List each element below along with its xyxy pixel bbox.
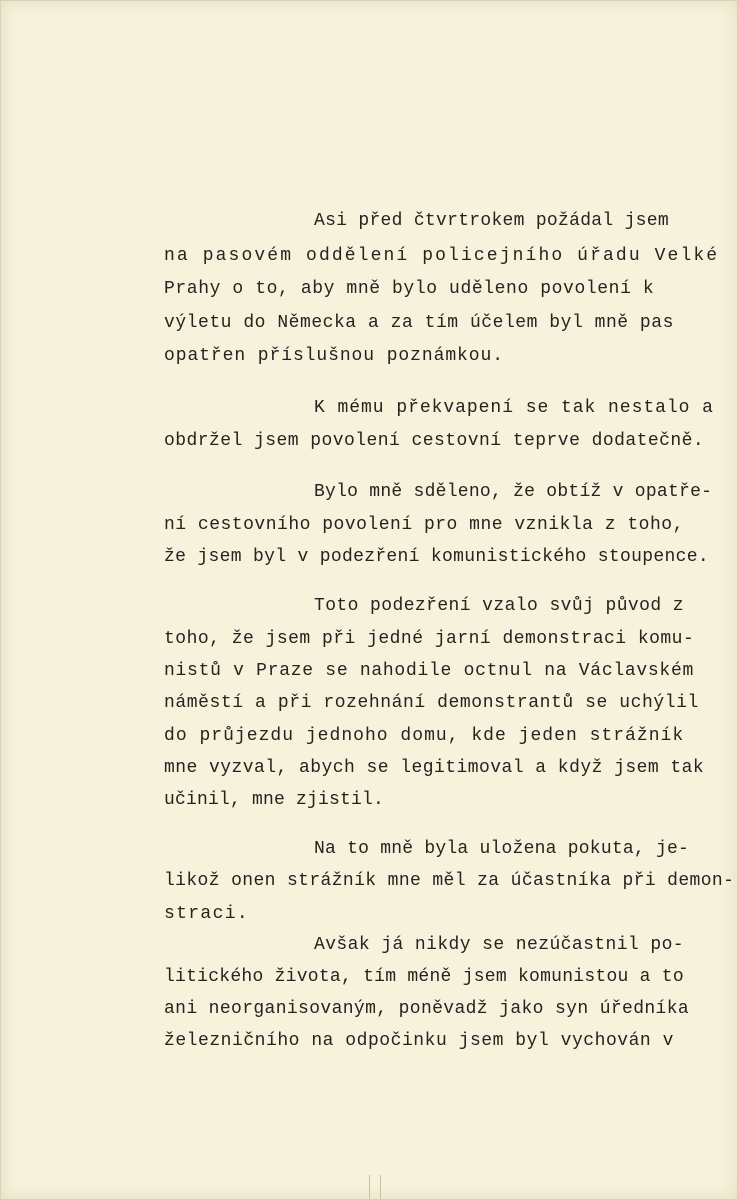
text-line: straci. <box>164 904 249 924</box>
text-line: toho, že jsem při jedné jarní demonstraci komu- <box>164 629 695 649</box>
page-crease <box>369 1175 381 1199</box>
text-line: náměstí a při rozehnání demonstrantů se uchýlil <box>164 693 699 713</box>
text-line: opatřen příslušnou poznámkou. <box>164 346 504 366</box>
text-line: obdržel jsem povolení cestovní teprve dodatečně. <box>164 431 705 451</box>
text-line: ani neorganisovaným, poněvadž jako syn úředníka <box>164 999 690 1019</box>
text-line: Na to mně byla uložena pokuta, je- <box>314 839 690 859</box>
text-line: železničního na odpočinku jsem byl vychován v <box>164 1031 674 1051</box>
text-line: do průjezdu jednoho domu, kde jeden strážník <box>164 726 685 746</box>
text-line: K mému překvapení se tak nestalo a <box>314 398 714 418</box>
text-line: učinil, mne zjistil. <box>164 790 385 810</box>
text-line: výletu do Německa a za tím účelem byl mně pas <box>164 313 674 333</box>
text-line: mne vyzval, abych se legitimoval a když jsem tak <box>164 758 705 778</box>
text-line: litického života, tím méně jsem komunistou a to <box>164 967 684 987</box>
text-line: Toto podezření vzalo svůj původ z <box>314 596 684 616</box>
text-line: že jsem byl v podezření komunistického stoupence. <box>164 547 709 567</box>
text-line: Asi před čtvrtrokem požádal jsem <box>314 211 669 231</box>
text-line: Avšak já nikdy se nezúčastnil po- <box>314 935 684 955</box>
text-line: na pasovém oddělení policejního úřadu Velké <box>164 246 720 266</box>
text-line: ní cestovního povolení pro mne vznikla z toho, <box>164 515 684 535</box>
text-line: nistů v Praze se nahodile octnul na Václavském <box>164 661 695 681</box>
text-line: likož onen strážník mne měl za účastníka při demon- <box>164 871 735 891</box>
text-line: Bylo mně sděleno, že obtíž v opatře- <box>314 482 713 502</box>
text-line: Prahy o to, aby mně bylo uděleno povolení k <box>164 279 655 299</box>
